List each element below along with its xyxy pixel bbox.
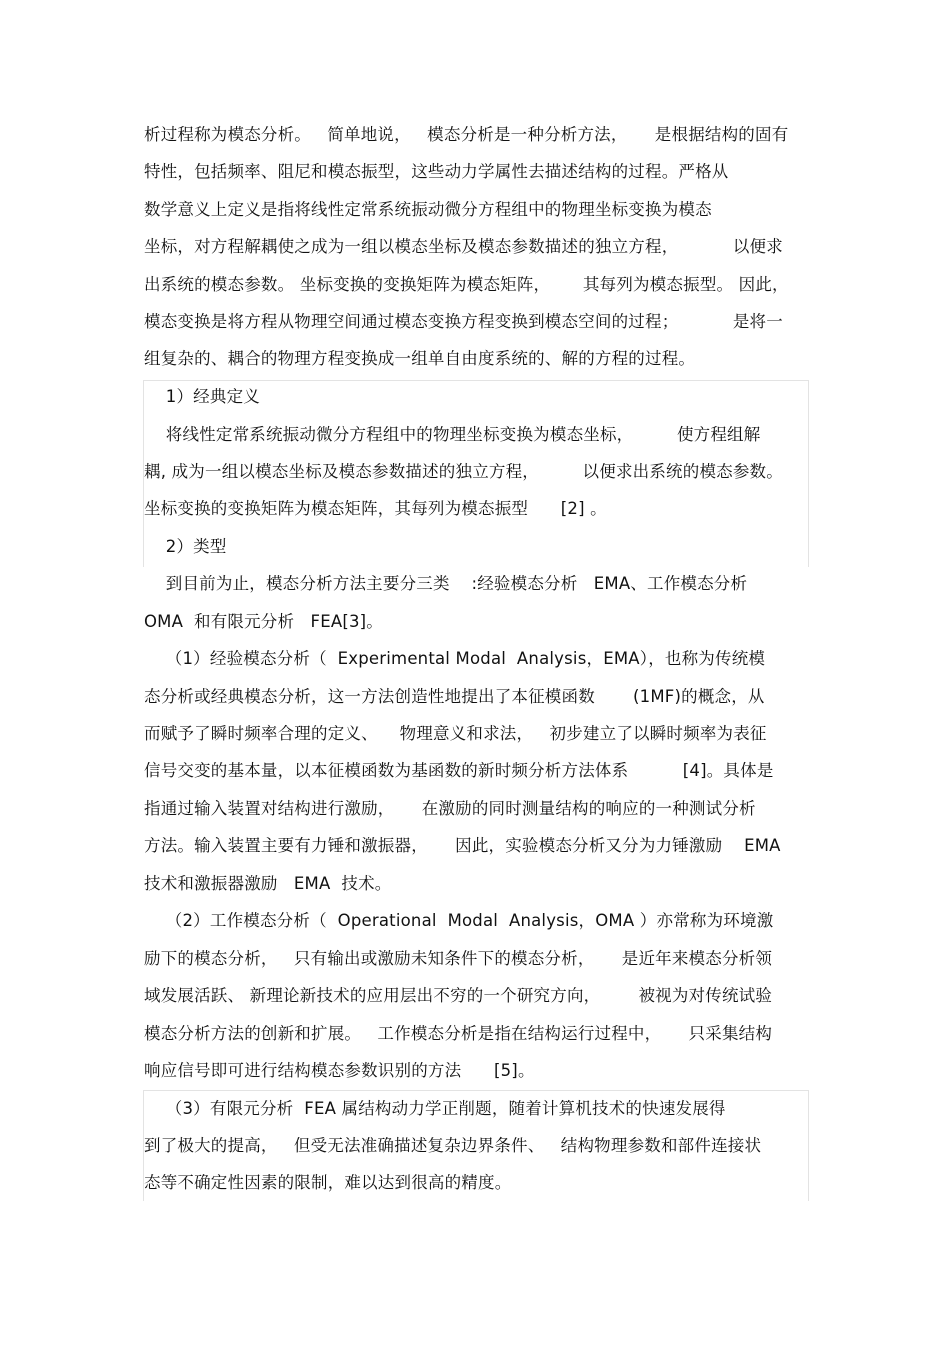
text-line: 指通过输入装置对结构进行激励， 在激励的同时测量结构的响应的一种测试分析 <box>144 799 756 818</box>
section-heading: 2）类型 <box>144 537 227 556</box>
text-line: （3）有限元分析 FEA 属结构动力学正削题，随着计算机技术的快速发展得 <box>144 1099 726 1118</box>
text-line: 到目前为止，模态分析方法主要分三类 :经验模态分析 EMA、工作模态分析 <box>144 574 748 593</box>
text-line: 方法。输入装置主要有力锤和激振器， 因此，实验模态分析又分为力锤激励 EMA <box>144 836 781 855</box>
section-heading: 1）经典定义 <box>144 387 260 406</box>
text-line: 析过程称为模态分析。 简单地说， 模态分析是一种分析方法， 是根据结构的固有 <box>144 125 789 144</box>
text-line: OMA 和有限元分析 FEA[3]。 <box>144 612 384 631</box>
text-line: 坐标变换的变换矩阵为模态矩阵，其每列为模态振型 [2] 。 <box>144 499 607 518</box>
text-line: 数学意义上定义是指将线性定常系统振动微分方程组中的物理坐标变换为模态 <box>144 200 712 219</box>
text-line: 模态分析方法的创新和扩展。 工作模态分析是指在结构运行过程中， 只采集结构 <box>144 1024 773 1043</box>
text-line: 励下的模态分析， 只有输出或激励未知条件下的模态分析， 是近年来模态分析领 <box>144 949 773 968</box>
text-line: 技术和激振器激励 EMA 技术。 <box>144 874 392 893</box>
text-line: 到了极大的提高， 但受无法准确描述复杂边界条件、 结构物理参数和部件连接状 <box>144 1136 762 1155</box>
text-line: 将线性定常系统振动微分方程组中的物理坐标变换为模态坐标， 使方程组解 <box>144 425 761 444</box>
text-line: （1）经验模态分析（ Experimental Modal Analysis，EMA），也称为传统模 <box>144 649 766 668</box>
text-line: 出系统的模态参数。 坐标变换的变换矩阵为模态矩阵， 其每列为模态振型。 因此， <box>144 275 789 294</box>
text-line: 组复杂的、耦合的物理方程变换成一组单自由度系统的、解的方程的过程。 <box>144 349 696 368</box>
text-line: 态分析或经典模态分析，这一方法创造性地提出了本征模函数 (1MF)的概念，从 <box>144 687 765 706</box>
text-line: 态等不确定性因素的限制，难以达到很高的精度。 <box>144 1173 512 1192</box>
text-line: 而赋予了瞬时频率合理的定义、 物理意义和求法， 初步建立了以瞬时频率为表征 <box>144 724 767 743</box>
text-line: 信号交变的基本量，以本征模函数为基函数的新时频分析方法体系 [4]。具体是 <box>144 761 774 780</box>
text-line: 模态变换是将方程从物理空间通过模态变换方程变换到模态空间的过程； 是将一 <box>144 312 783 331</box>
text-line: 耦, 成为一组以模态坐标及模态参数描述的独立方程， 以便求出系统的模态参数。 <box>144 462 783 481</box>
text-line: （2）工作模态分析（ Operational Modal Analysis，OMA ）亦常称为环境激 <box>144 911 774 930</box>
text-line: 坐标，对方程解耦使之成为一组以模态坐标及模态参数描述的独立方程， 以便求 <box>144 237 783 256</box>
text-line: 域发展活跃、 新理论新技术的应用层出不穷的一个研究方向， 被视为对传统试验 <box>144 986 773 1005</box>
text-line: 响应信号即可进行结构模态参数识别的方法 [5]。 <box>144 1061 535 1080</box>
text-line: 特性，包括频率、阻尼和模态振型，这些动力学属性去描述结构的过程。严格从 <box>144 162 729 181</box>
